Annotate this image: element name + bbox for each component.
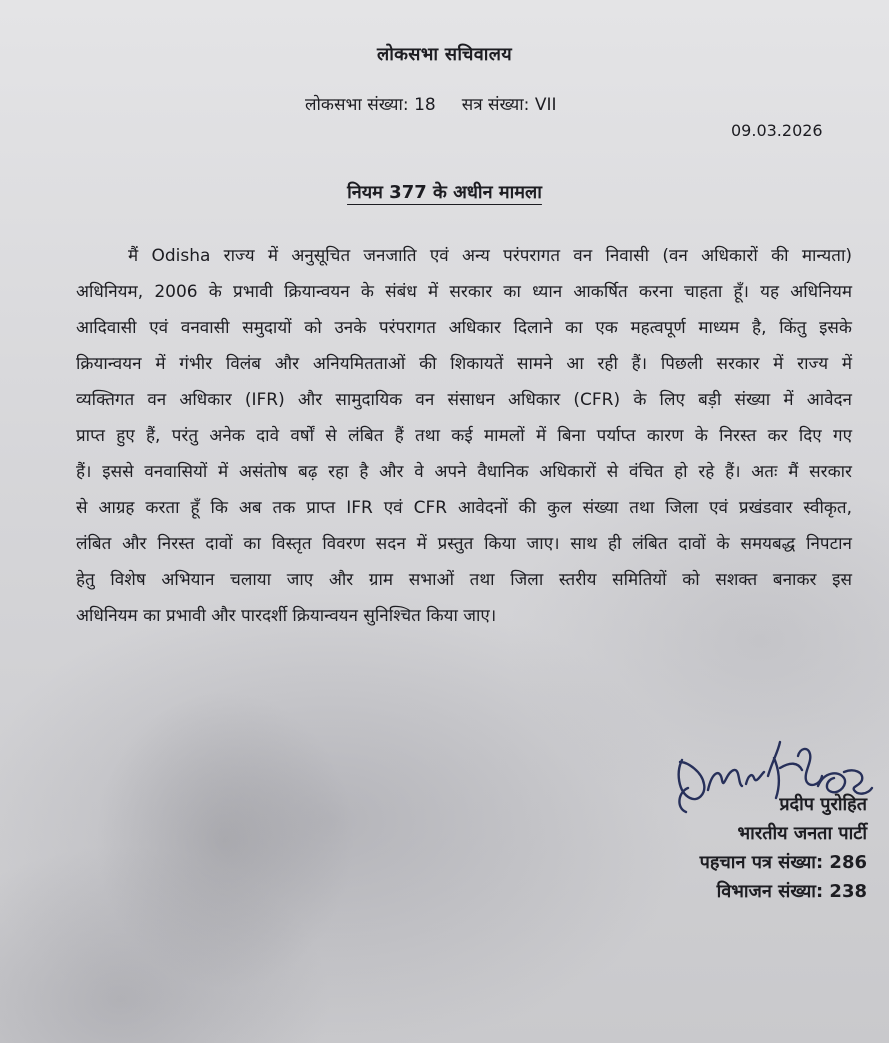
- signatory-block: [700, 790, 867, 906]
- session-line: [305, 92, 556, 115]
- body-line: हैं। इससे वनवासियों में असंतोष बढ़ रहा है और वे अपने वैधानिक अधिकारों से वंचित हो रहे हैं। अतः मैं सरकार: [76, 462, 852, 482]
- shadow-stain: [95, 690, 355, 990]
- body-line: हेतु विशेष अभियान चलाया जाए और ग्राम सभाओं तथा जिला स्तरीय समितियों को सशक्त बनाकर इस: [76, 570, 852, 590]
- body-line: मैं Odisha राज्य में अनुसूचित जनजाति एवं अन्य परंपरागत वन निवासी (वन अधिकारों की मान्यता): [128, 246, 852, 266]
- subject-heading: [0, 180, 889, 204]
- document-title: लोकसभा सचिवालय: [376, 44, 512, 65]
- body-line: प्राप्त हुए हैं, परंतु अनेक दावे वर्षों से लंबित हैं तथा कई मामलों में बिना पर्याप्त कारण के निरस्त कर दिए गए: [76, 426, 852, 446]
- body-paragraph: [76, 238, 852, 634]
- signatory-name: प्रदीप पुरोहित: [779, 794, 867, 815]
- body-line: लंबित और निरस्त दावों का विस्तृत विवरण सदन में प्रस्तुत किया जाए। साथ ही लंबित दावों के समयबद्ध निपटान: [76, 534, 852, 554]
- signatory-party: भारतीय जनता पार्टी: [737, 823, 867, 844]
- body-line: अधिनियम, 2006 के प्रभावी क्रियान्वयन के संबंध में सरकार का ध्यान आकर्षित करना चाहता हूँ। यह अधिनियम: [76, 282, 852, 302]
- lok-sabha-number: लोकसभा संख्या: 18: [305, 95, 436, 115]
- subject-text: नियम 377 के अधीन मामला: [347, 182, 542, 203]
- signatory-id-number: पहचान पत्र संख्या: 286: [699, 852, 867, 873]
- body-line: आदिवासी एवं वनवासी समुदायों को उनके परंपरागत अधिकार दिलाने का एक महत्वपूर्ण माध्यम है, किंतु इसके: [76, 318, 852, 338]
- body-line: से आग्रह करता हूँ कि अब तक प्राप्त IFR एवं CFR आवेदनों की कुल संख्या तथा जिला एवं प्रखंडवार स्वीकृत,: [76, 498, 852, 518]
- document-date: 09.03.2026: [731, 121, 823, 140]
- signatory-division-number: विभाजन संख्या: 238: [716, 881, 867, 902]
- body-line: अधिनियम का प्रभावी और पारदर्शी क्रियान्वयन सुनिश्चित किया जाए।: [76, 606, 497, 626]
- session-number: सत्र संख्या: VII: [461, 95, 557, 115]
- body-line: व्यक्तिगत वन अधिकार (IFR) और सामुदायिक वन संसाधन अधिकार (CFR) के लिए बड़ी संख्या में आवेदन: [76, 390, 852, 410]
- body-line: क्रियान्वयन में गंभीर विलंब और अनियमितताओं की शिकायतें सामने आ रही हैं। पिछली सरकार में राज्य में: [76, 354, 852, 374]
